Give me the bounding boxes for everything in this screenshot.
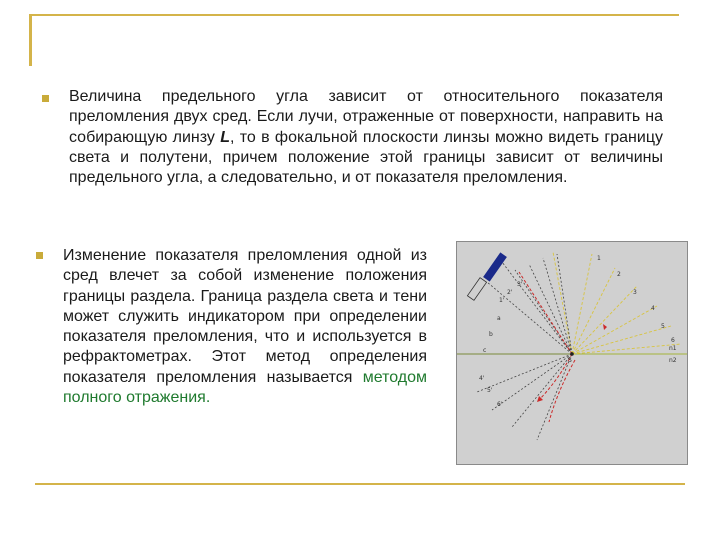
label-5: 5	[661, 323, 665, 330]
incident-rays	[487, 254, 572, 354]
method-name: методом полного отражения.	[63, 368, 427, 407]
frame-bottom-line	[35, 483, 685, 485]
label-n1: n1	[669, 345, 677, 352]
label-s: S	[568, 357, 572, 364]
label-1: 1	[597, 255, 601, 262]
bullet2-text-main: Изменение показателя преломления одной из сред влечет за собой изменение положения границы раздела. Граница раздела света и тени может служить индикатором при определении показателя преломления, что и используется в рефрактометрах. Этот метод определения показателя преломления называется	[63, 247, 427, 386]
label-4p: 4'	[479, 375, 485, 382]
label-n2: n2	[669, 357, 677, 364]
label-4: 4	[651, 305, 655, 312]
refraction-diagram-svg	[457, 242, 687, 464]
ray-lower-2	[492, 354, 572, 410]
ray-yellow-3	[572, 286, 637, 354]
frame-top-line	[29, 14, 679, 16]
label-5p: 5'	[487, 387, 493, 394]
light-source-bar	[483, 252, 507, 281]
arrow-heads	[537, 324, 607, 402]
label-c: c	[483, 347, 487, 354]
bullet-paragraph-2	[63, 246, 427, 408]
bullet1-text-before: Величина предельного угла зависит от относительного показателя преломления двух сред. Если лучи, отраженные от поверхности, направить на собирающую линзу	[69, 88, 663, 146]
refraction-diagram	[456, 241, 688, 465]
ray-dark-1	[502, 262, 572, 354]
ray-red-arc-2	[549, 360, 575, 422]
bullet-paragraph-1	[69, 87, 663, 188]
ray-dark-4	[543, 258, 572, 354]
bullet1-text-after: , то в фокальной плоскости линзы можно видеть границу света и полутени, причем положение этой границы зависит от величины предельного угла, а следовательно, и от показателя преломления.	[69, 128, 663, 187]
label-b: b	[489, 331, 493, 338]
ray-yellow-4	[572, 306, 657, 354]
label-6p: 6'	[497, 401, 503, 408]
frame-vertical-line	[29, 14, 32, 66]
ray-lower-3	[512, 354, 572, 427]
refracted-rays	[553, 252, 681, 354]
label-2: 2	[617, 271, 621, 278]
label-1p: 1'	[499, 297, 505, 304]
ray-yellow-5	[572, 326, 671, 354]
label-3p: 3'	[517, 281, 523, 288]
ray-yellow-7	[553, 252, 572, 354]
label-2p: 2'	[507, 289, 513, 296]
label-6: 6	[671, 337, 675, 344]
bullet-marker-2	[36, 252, 43, 259]
point-s-dot	[570, 352, 574, 356]
label-a: a	[497, 315, 501, 322]
arrow-head-1	[603, 324, 607, 330]
lens-symbol: L	[220, 128, 230, 146]
bullet-marker-1	[42, 95, 49, 102]
ray-yellow-2	[572, 268, 615, 354]
label-3: 3	[633, 289, 637, 296]
light-source-outline	[467, 278, 486, 301]
ray-red-arc	[537, 354, 572, 402]
ray-yellow-1	[572, 254, 592, 354]
